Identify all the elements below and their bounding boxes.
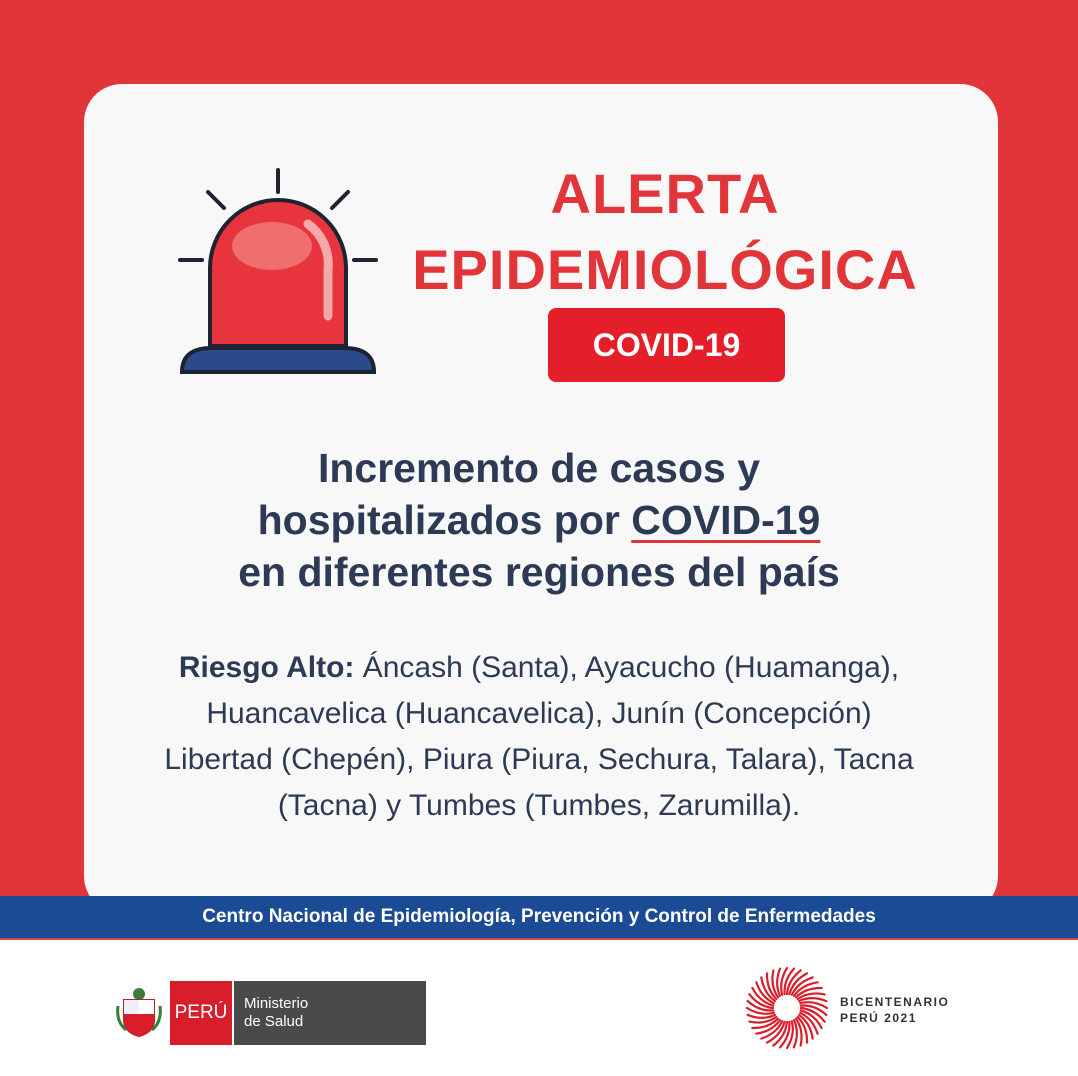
siren-icon xyxy=(172,166,384,380)
covid-badge: COVID-19 xyxy=(548,308,785,382)
ministry-line1: Ministerio xyxy=(244,995,309,1012)
footer-divider xyxy=(0,938,1078,940)
risk-line1-text: Áncash (Santa), Ayacucho (Huamanga), xyxy=(354,651,900,684)
headline-line1: Incremento de casos y xyxy=(317,445,761,491)
center-name-bar: Centro Nacional de Epidemiología, Prevención y Control de Enfermedades xyxy=(0,896,1078,938)
headline-line3: en diferentes regiones del país xyxy=(238,549,840,595)
alert-title-line1: ALERTA xyxy=(550,162,780,225)
risk-line2: Huancavelica (Huancavelica), Junín (Concepción) xyxy=(206,697,872,730)
bicentenario-line1: BICENTENARIO xyxy=(840,995,950,1009)
risk-line1 xyxy=(100,645,978,691)
risk-label: Riesgo Alto: xyxy=(178,651,355,684)
risk-paragraph xyxy=(100,645,978,829)
bicentenario-text xyxy=(840,994,949,1026)
peru-label: PERÚ xyxy=(170,981,232,1045)
bicentenario-logo-icon xyxy=(745,966,829,1050)
ministry-label xyxy=(232,981,426,1045)
ministry-line2: de Salud xyxy=(244,1013,304,1030)
risk-line4: (Tacna) y Tumbes (Tumbes, Zarumilla). xyxy=(277,789,801,822)
headline-covid-highlight: COVID-19 xyxy=(631,497,821,543)
alert-title-line2: EPIDEMIOLÓGICA xyxy=(412,238,918,301)
peru-coat-of-arms-icon xyxy=(116,986,162,1038)
bicentenario-line2: PERÚ 2021 xyxy=(840,1011,917,1025)
minsa-logo xyxy=(170,981,426,1045)
headline-line2 xyxy=(100,494,978,546)
risk-line3: Libertad (Chepén), Piura (Piura, Sechura, Talara), Tacna xyxy=(164,743,914,776)
headline-line2-prefix: hospitalizados por xyxy=(257,497,632,543)
